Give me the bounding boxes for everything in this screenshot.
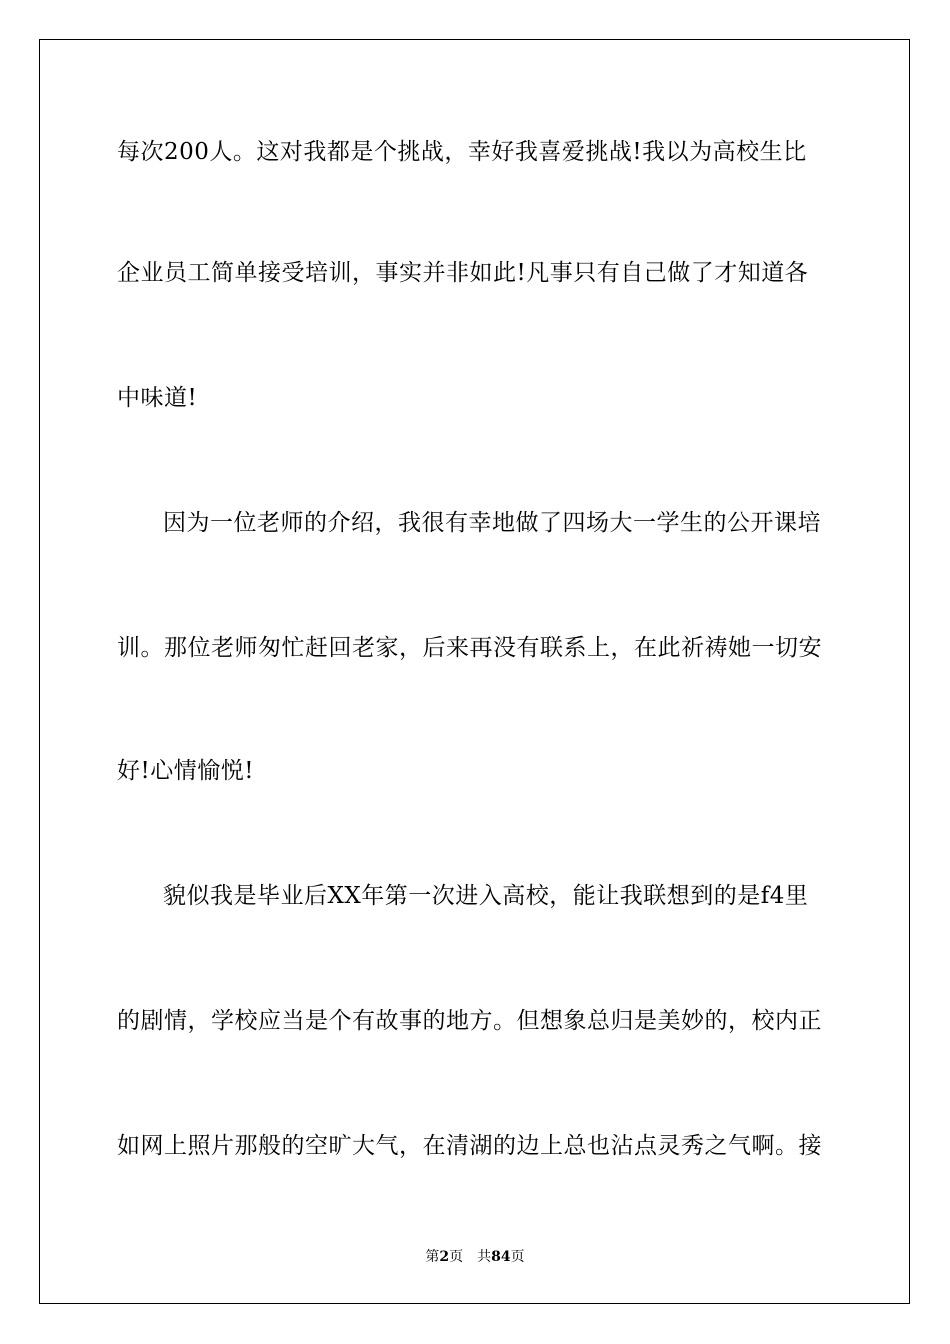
page-prefix: 第 — [425, 1249, 440, 1265]
text-line: 中味道! — [117, 385, 198, 411]
page-border — [39, 39, 910, 1304]
text-line: 好!心情愉悦! — [117, 758, 254, 784]
paragraph-first-line: 貌似我是毕业后XX年第一次进入高校，能让我联想到的是f4里 — [163, 883, 809, 909]
text-line: 如网上照片那般的空旷大气，在清湖的边上总也沾点灵秀之气啊。接 — [117, 1133, 822, 1159]
paragraph-first-line: 因为一位老师的介绍，我很有幸地做了四场大一学生的公开课培 — [163, 510, 821, 536]
text-line: 企业员工简单接受培训，事实并非如此!凡事只有自己做了才知道各 — [117, 260, 809, 286]
page-number: 2 — [439, 1249, 450, 1265]
total-pages: 84 — [491, 1249, 511, 1265]
text-line: 每次200人。这对我都是个挑战，幸好我喜爱挑战!我以为高校生比 — [117, 139, 807, 165]
total-suffix: 页 — [510, 1249, 525, 1265]
page-suffix: 页 — [449, 1249, 464, 1265]
total-prefix: 共 — [477, 1249, 492, 1265]
text-line: 训。那位老师匆忙赶回老家，后来再没有联系上，在此祈祷她一切安 — [117, 635, 822, 661]
page-footer — [0, 1248, 950, 1266]
text-line: 的剧情，学校应当是个有故事的地方。但想象总归是美妙的，校内正 — [117, 1008, 822, 1034]
